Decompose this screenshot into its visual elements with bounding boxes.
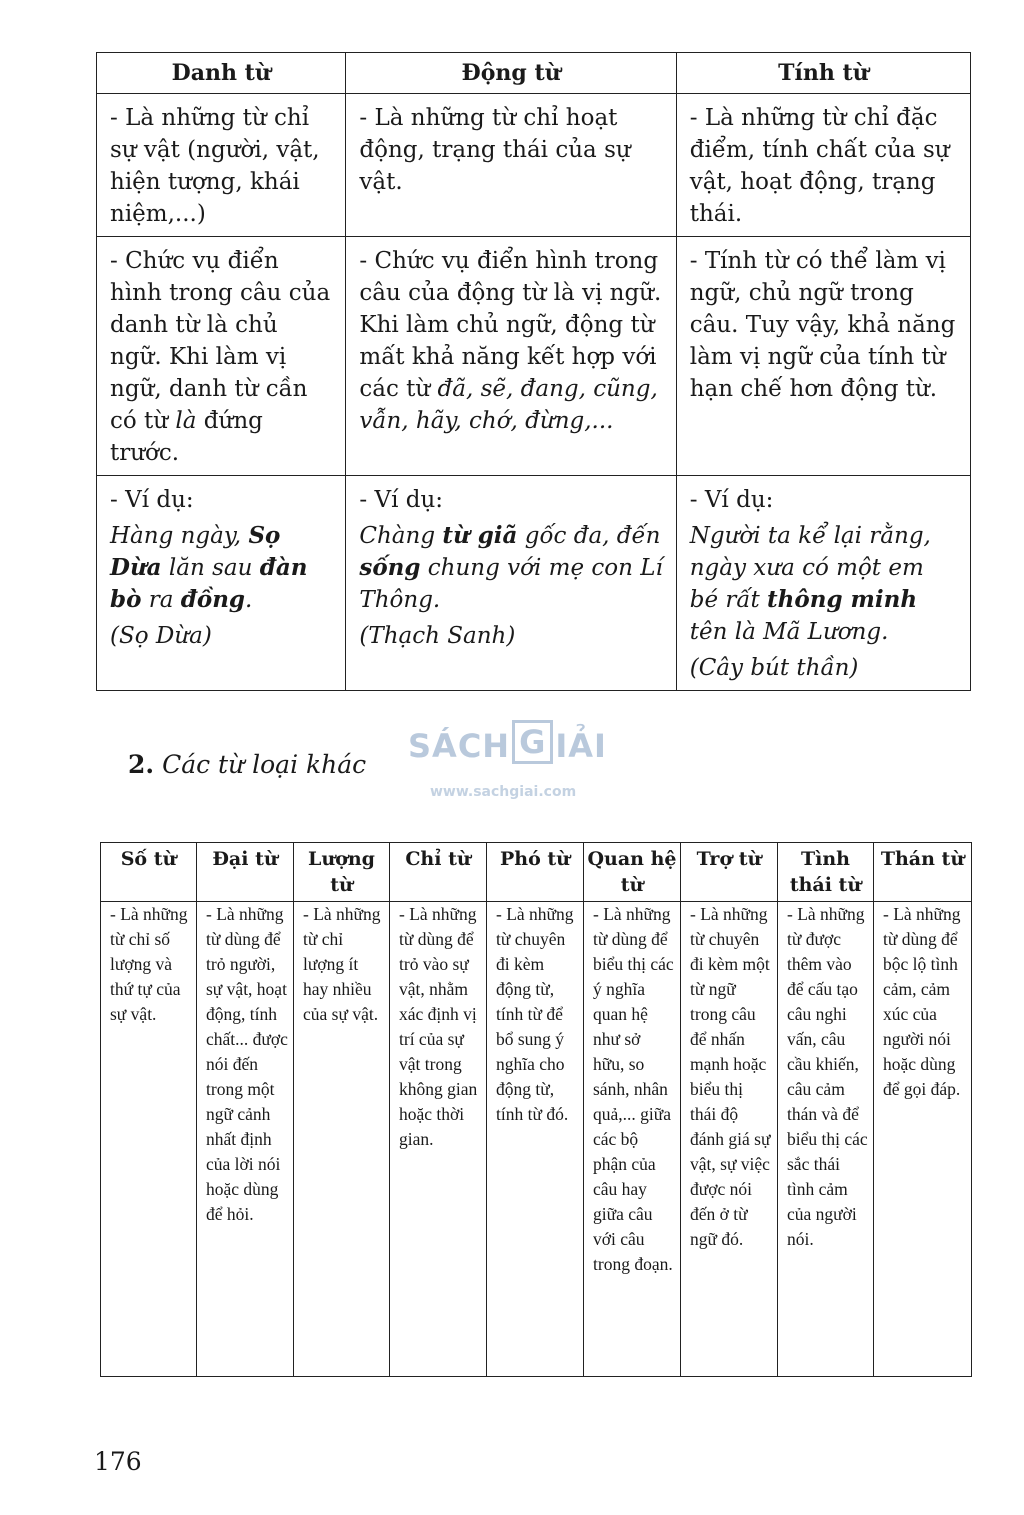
example-row bbox=[97, 476, 971, 691]
other-word-class-table bbox=[100, 842, 972, 1377]
verb-function-text: - Chức vụ điển hình trong câu của động từ là vị ngữ. Khi làm chủ ngữ, động từ mất khả năng kết hợp với các từ bbox=[359, 248, 662, 402]
header-interjection: Thán từ bbox=[874, 843, 972, 902]
noun-example bbox=[97, 476, 346, 691]
header-particle: Trợ từ bbox=[681, 843, 778, 902]
watermark-url: www.sachgiai.com bbox=[430, 784, 577, 800]
example-label: - Ví dụ: bbox=[110, 487, 194, 513]
numeral-definition: - Là những từ chỉ số lượng và thứ tự của sự vật. bbox=[101, 902, 197, 1377]
adjective-example bbox=[676, 476, 970, 691]
interjection-definition: - Là những từ dùng để bộc lộ tình cảm, cảm xúc của người nói hoặc dùng để gọi đáp. bbox=[874, 902, 972, 1377]
adverb-definition: - Là những từ chuyên đi kèm động từ, tính từ để bổ sung ý nghĩa cho động từ, tính từ đó. bbox=[487, 902, 584, 1377]
noun-example-source: (Sọ Dừa) bbox=[110, 623, 212, 649]
noun-function bbox=[97, 237, 346, 476]
header-adverb: Phó từ bbox=[487, 843, 584, 902]
header-modal-particle: Tình thái từ bbox=[778, 843, 874, 902]
modal-particle-definition: - Là những từ được thêm vào để cấu tạo câu nghi vấn, câu cầu khiến, câu cảm thán và để biểu thị các sắc thái tình cảm của người nói. bbox=[778, 902, 874, 1377]
watermark bbox=[408, 708, 618, 804]
noun-function-italic: là bbox=[175, 408, 197, 434]
verb-example bbox=[346, 476, 676, 691]
verb-function bbox=[346, 237, 676, 476]
header-demonstrative: Chỉ từ bbox=[390, 843, 487, 902]
example-label: - Ví dụ: bbox=[359, 487, 444, 513]
header-numeral: Số từ bbox=[101, 843, 197, 902]
definition-row bbox=[97, 94, 971, 237]
header-verb: Động từ bbox=[346, 53, 676, 94]
noun-function-text: - Chức vụ điển hình trong câu của danh từ là chủ ngữ. Khi làm vị ngữ, danh từ cần có từ bbox=[110, 248, 331, 434]
function-row bbox=[97, 237, 971, 476]
table2-header-row bbox=[101, 843, 972, 902]
adjective-definition: - Là những từ chỉ đặc điểm, tính chất của sự vật, hoạt động, trạng thái. bbox=[676, 94, 970, 237]
noun-definition: - Là những từ chỉ sự vật (người, vật, hiện tượng, khái niệm,...) bbox=[97, 94, 346, 237]
particle-definition: - Là những từ chuyên đi kèm một từ ngữ trong câu để nhấn mạnh hoặc biểu thị thái độ đánh giá sự vật, sự việc được nói đến ở từ ngữ đó. bbox=[681, 902, 778, 1377]
pronoun-definition: - Là những từ dùng để trỏ người, sự vật, hoạt động, tính chất... được nói đến trong một ngữ cảnh nhất định của lời nói hoặc dùng để hỏi. bbox=[197, 902, 294, 1377]
table2-definition-row bbox=[101, 902, 972, 1377]
watermark-logo: SÁCH G IẢI bbox=[408, 724, 607, 768]
header-conjunction: Quan hệ từ bbox=[584, 843, 681, 902]
example-label: - Ví dụ: bbox=[689, 487, 774, 513]
quantifier-definition: - Là những từ chỉ lượng ít hay nhiều của sự vật. bbox=[294, 902, 390, 1377]
noun-function-end: đứng trước. bbox=[110, 408, 263, 466]
adjective-function: - Tính từ có thể làm vị ngữ, chủ ngữ trong câu. Tuy vậy, khả năng làm vị ngữ của tính từ hạn chế hơn động từ. bbox=[676, 237, 970, 476]
header-noun: Danh từ bbox=[97, 53, 346, 94]
section-title: Các từ loại khác bbox=[162, 750, 367, 779]
noun-example-sentence: Hàng ngày, Sọ Dừa lăn sau đàn bò ra đồng. bbox=[110, 522, 308, 613]
adjective-example-source: (Cây bút thần) bbox=[689, 655, 859, 681]
verb-example-source: (Thạch Sanh) bbox=[359, 623, 516, 649]
header-pronoun: Đại từ bbox=[197, 843, 294, 902]
header-quantifier: Lượng từ bbox=[294, 843, 390, 902]
section-heading bbox=[128, 750, 366, 779]
conjunction-definition: - Là những từ dùng để biểu thị các ý nghĩa quan hệ như sở hữu, so sánh, nhân quả,... giữa các bộ phận của câu hay giữa câu với câu trong đoạn. bbox=[584, 902, 681, 1377]
table-header-row bbox=[97, 53, 971, 94]
verb-function-italic: đã, sẽ, đang, cũng, vẫn, hãy, chớ, đừng,... bbox=[359, 376, 658, 434]
demonstrative-definition: - Là những từ dùng để trỏ vào sự vật, nhằm xác định vị trí của sự vật trong không gian hoặc thời gian. bbox=[390, 902, 487, 1377]
word-class-table-main bbox=[96, 52, 971, 691]
verb-example-sentence: Chàng từ giã gốc đa, đến sống chung với mẹ con Lí Thông. bbox=[359, 522, 663, 613]
header-adjective: Tính từ bbox=[676, 53, 970, 94]
adjective-example-sentence: Người ta kể lại rằng, ngày xưa có một em bé rất thông minh tên là Mã Lương. bbox=[689, 523, 931, 645]
section-number: 2. bbox=[128, 750, 155, 779]
verb-definition: - Là những từ chỉ hoạt động, trạng thái của sự vật. bbox=[346, 94, 676, 237]
page-number: 176 bbox=[94, 1447, 142, 1476]
